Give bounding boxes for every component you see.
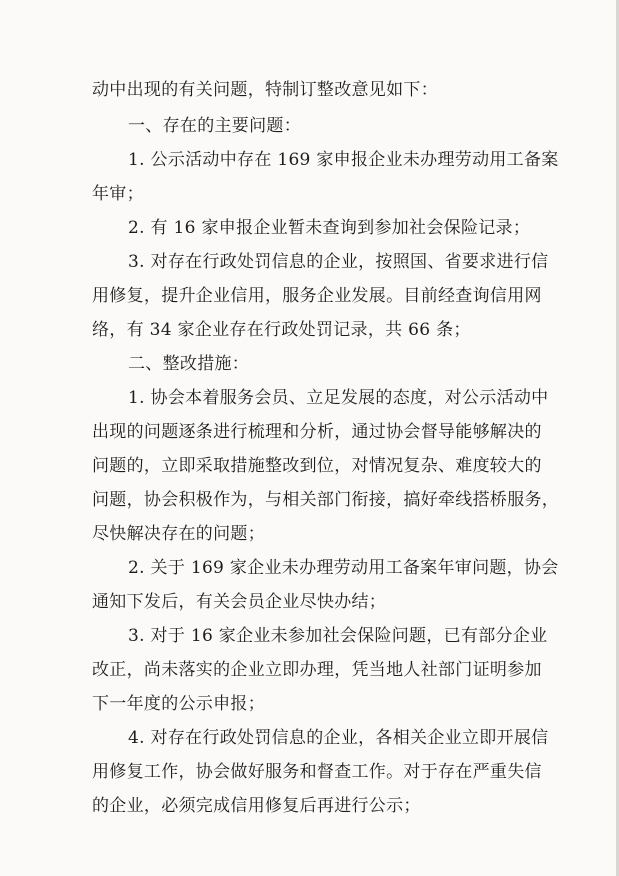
text-line-21: 用修复工作，协会做好服务和督查工作。对于存在严重失信	[92, 762, 542, 782]
text-line-4: 年审；	[92, 184, 144, 204]
text-line-1: 动中出现的有关问题，特制订整改意见如下：	[92, 80, 438, 100]
text-line-5: 2. 有 16 家申报企业暂未查询到参加社会保险记录；	[128, 218, 531, 238]
text-line-15: 2. 关于 169 家企业未办理劳动用工备案年审问题，协会	[128, 558, 559, 578]
text-line-16: 通知下发后，有关会员企业尽快办结；	[92, 592, 387, 612]
text-line-12: 问题的，立即采取措施整改到位，对情况复杂、难度较大的	[92, 456, 542, 476]
text-line-19: 下一年度的公示申报；	[92, 694, 265, 714]
text-line-14: 尽快解决存在的问题；	[92, 524, 265, 544]
section-heading-measures: 二、整改措施：	[128, 354, 250, 374]
text-line-20: 4. 对存在行政处罚信息的企业，各相关企业立即开展信	[128, 728, 549, 748]
text-line-22: 的企业，必须完成信用修复后再进行公示；	[92, 796, 421, 816]
text-line-13: 问题，协会积极作为，与相关部门衔接，搞好牵线搭桥服务，	[92, 490, 560, 510]
text-line-3: 1. 公示活动中存在 169 家申报企业未办理劳动用工备案	[128, 150, 559, 170]
text-line-17: 3. 对于 16 家企业未参加社会保险问题，已有部分企业	[128, 626, 548, 646]
section-heading-problems: 一、存在的主要问题：	[128, 116, 301, 136]
text-line-10: 1. 协会本着服务会员、立足发展的态度，对公示活动中	[128, 388, 549, 408]
text-line-8: 络，有 34 家企业存在行政处罚记录，共 66 条；	[92, 320, 471, 340]
text-line-18: 改正，尚未落实的企业立即办理，凭当地人社部门证明参加	[92, 660, 542, 680]
text-line-7: 用修复，提升企业信用，服务企业发展。目前经查询信用网	[92, 286, 542, 306]
text-line-11: 出现的问题逐条进行梳理和分析，通过协会督导能够解决的	[92, 422, 542, 442]
text-line-6: 3. 对存在行政处罚信息的企业，按照国、省要求进行信	[128, 252, 549, 272]
